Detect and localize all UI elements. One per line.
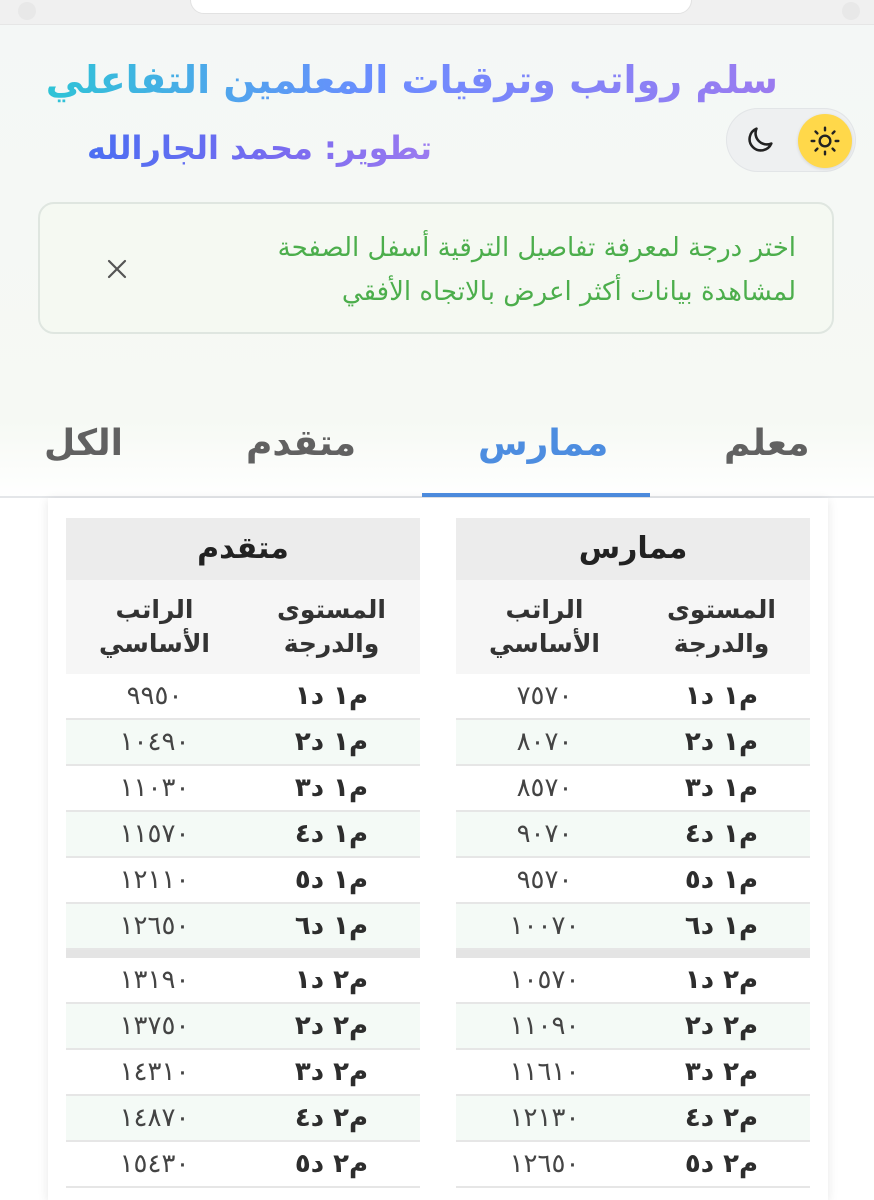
table-row[interactable] — [66, 1142, 420, 1188]
salary-cell: ١٣٧٥٠ — [119, 1011, 190, 1041]
table-row[interactable] — [456, 720, 810, 766]
salary-cell: ٩٠٧٠ — [516, 819, 573, 849]
developer-credit: تطوير: محمد الجارالله — [87, 126, 432, 170]
grade-cell: م١ د٦ — [684, 911, 759, 941]
page-title: سلم رواتب وترقيات المعلمين التفاعلي — [45, 58, 778, 102]
salary-cell: ١١٠٩٠ — [509, 1011, 580, 1041]
table-row[interactable] — [66, 1050, 420, 1096]
salary-tables — [48, 498, 828, 1200]
tab-teacher[interactable]: معلم — [724, 423, 810, 464]
table-row[interactable] — [456, 958, 810, 1004]
table-row[interactable] — [66, 1096, 420, 1142]
level-separator — [456, 950, 810, 958]
grade-cell: م٢ د٥ — [294, 1149, 369, 1179]
salary-cell: ١١٥٧٠ — [119, 819, 190, 849]
table-row[interactable] — [66, 1004, 420, 1050]
grade-cell: م١ د٦ — [294, 911, 369, 941]
salary-cell: ١٤٨٧٠ — [119, 1103, 190, 1133]
tab-all[interactable]: الكل — [44, 423, 123, 464]
grade-cell: م٢ د١ — [294, 965, 369, 995]
salary-cell: ٩٩٥٠ — [126, 681, 183, 711]
table-row[interactable] — [66, 766, 420, 812]
salary-cell: ١٠٠٧٠ — [509, 911, 580, 941]
grade-cell: م٢ د٤ — [294, 1103, 369, 1133]
table-row[interactable] — [66, 720, 420, 766]
header-level-grade: المستوى والدرجة — [667, 595, 776, 658]
grade-cell: م١ د٥ — [684, 865, 759, 895]
table-row[interactable] — [66, 674, 420, 720]
table-row[interactable] — [456, 904, 810, 950]
salary-cell: ١٠٥٧٠ — [509, 965, 580, 995]
grade-cell: م٢ د٣ — [294, 1057, 369, 1087]
tab-advanced[interactable]: متقدم — [246, 423, 357, 464]
grade-cell: م١ د٤ — [684, 819, 759, 849]
table-title: ممارس — [456, 518, 810, 580]
table-practitioner — [456, 518, 810, 1188]
address-bar[interactable] — [190, 0, 692, 14]
table-row[interactable] — [456, 1142, 810, 1188]
table-row[interactable] — [456, 858, 810, 904]
salary-cell: ١٠٤٩٠ — [119, 727, 190, 757]
header-level-grade: المستوى والدرجة — [277, 595, 386, 658]
table-advanced — [66, 518, 420, 1188]
salary-cell: ٧٥٧٠ — [516, 681, 573, 711]
grade-cell: م١ د٣ — [294, 773, 369, 803]
salary-cell: ١١٦١٠ — [509, 1057, 580, 1087]
moon-icon[interactable] — [734, 114, 786, 166]
top-left-control — [18, 2, 36, 20]
top-right-control — [842, 2, 860, 20]
level-separator — [66, 950, 420, 958]
browser-top-strip — [0, 0, 874, 25]
table-row[interactable] — [66, 858, 420, 904]
salary-cell: ١١٠٣٠ — [119, 773, 190, 803]
active-tab-indicator — [422, 493, 650, 497]
table-row[interactable] — [456, 674, 810, 720]
grade-cell: م١ د١ — [294, 681, 369, 711]
grade-cell: م١ د٢ — [684, 727, 759, 757]
salary-cell: ١٢٦٥٠ — [119, 911, 190, 941]
salary-cell: ١٤٣١٠ — [119, 1057, 190, 1087]
theme-toggle[interactable] — [726, 108, 856, 172]
salary-cell: ٩٥٧٠ — [516, 865, 573, 895]
grade-cell: م٢ د٢ — [684, 1011, 759, 1041]
grade-cell: م١ د٤ — [294, 819, 369, 849]
grade-cell: م١ د١ — [684, 681, 759, 711]
grade-cell: م١ د٥ — [294, 865, 369, 895]
salary-cell: ٨٥٧٠ — [516, 773, 573, 803]
sun-icon[interactable] — [798, 114, 852, 168]
table-row[interactable] — [66, 958, 420, 1004]
salary-cell: ١٢١٣٠ — [509, 1103, 580, 1133]
grade-cell: م٢ د٢ — [294, 1011, 369, 1041]
tab-bar — [0, 400, 874, 498]
table-row[interactable] — [456, 812, 810, 858]
notice-text — [156, 226, 796, 314]
grade-cell: م٢ د١ — [684, 965, 759, 995]
salary-cell: ٨٠٧٠ — [516, 727, 573, 757]
grade-cell: م١ د٢ — [294, 727, 369, 757]
table-row[interactable] — [66, 904, 420, 950]
tab-practitioner[interactable]: ممارس — [478, 423, 609, 464]
header-basic-salary: الراتب الأساسي — [98, 595, 211, 658]
table-header — [456, 580, 810, 674]
table-header — [66, 580, 420, 674]
grade-cell: م٢ د٣ — [684, 1057, 759, 1087]
table-row[interactable] — [456, 766, 810, 812]
notice-line-2: لمشاهدة بيانات أكثر اعرض بالاتجاه الأفقي — [341, 277, 796, 307]
table-title: متقدم — [66, 518, 420, 580]
table-row[interactable] — [456, 1050, 810, 1096]
table-row[interactable] — [456, 1004, 810, 1050]
grade-cell: م٢ د٤ — [684, 1103, 759, 1133]
close-icon[interactable] — [100, 252, 134, 286]
grade-cell: م١ د٣ — [684, 773, 759, 803]
notice-line-1: اختر درجة لمعرفة تفاصيل الترقية أسفل الصفحة — [277, 233, 796, 263]
salary-cell: ١٢١١٠ — [119, 865, 190, 895]
salary-cell: ١٢٦٥٠ — [509, 1149, 580, 1179]
info-notice — [38, 202, 834, 334]
table-row[interactable] — [66, 812, 420, 858]
grade-cell: م٢ د٥ — [684, 1149, 759, 1179]
header-basic-salary: الراتب الأساسي — [488, 595, 601, 658]
salary-cell: ١٥٤٣٠ — [119, 1149, 190, 1179]
salary-cell: ١٣١٩٠ — [119, 965, 190, 995]
table-row[interactable] — [456, 1096, 810, 1142]
